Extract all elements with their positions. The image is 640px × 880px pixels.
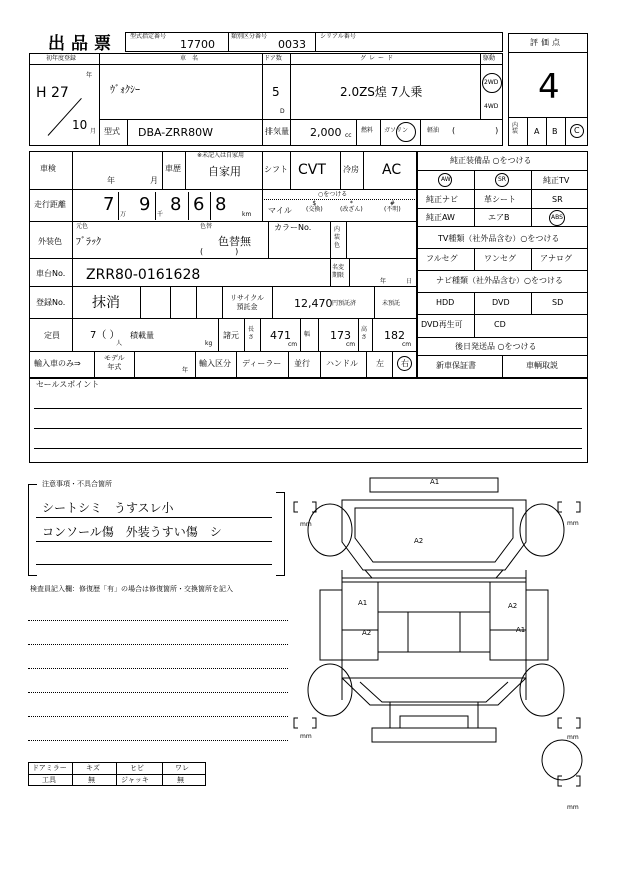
tools-h-mirror: ドアミラー: [32, 764, 67, 772]
fuel-circle: [396, 122, 416, 142]
wid-label: 幅: [304, 331, 311, 338]
color-label: 外装色: [38, 237, 62, 246]
equip-airbag: エアB: [488, 213, 510, 222]
int-color-label: 内装色: [334, 226, 341, 249]
cool: AC: [382, 162, 402, 178]
shaken-month: 月: [150, 176, 158, 185]
mm-label-rr: mm: [567, 734, 579, 741]
mileage-digit-1: 7: [103, 194, 115, 215]
parallel: 並行: [294, 359, 310, 368]
wid-cm: cm: [346, 341, 356, 348]
first-reg-label: 初年度登録: [46, 55, 77, 62]
handle-label: ハンドル: [326, 359, 358, 368]
diesel-paren: ( ): [452, 126, 499, 135]
tools-v-jack: ジャッキ: [121, 776, 149, 784]
tv-fullseg: フルセグ: [426, 254, 458, 263]
hgt: 182: [384, 329, 405, 342]
tools-h-crack: ヒビ: [130, 764, 144, 772]
tools-v-none1: 無: [88, 776, 95, 784]
windshield: [365, 570, 503, 578]
cap-unit: 人: [116, 340, 123, 347]
later-title: 後日発送品 ○をつける: [455, 342, 537, 351]
chassis: ZRR80-0161628: [86, 267, 201, 283]
circle-note: ○をつける: [318, 191, 348, 198]
note-line-2: コンソール傷 外装うすい傷 シ: [42, 525, 222, 539]
color-no-label: カラーNo.: [274, 223, 312, 232]
drive-2wd: 2WD: [484, 79, 499, 86]
unknown-label: # (不明): [384, 200, 401, 213]
alter-label: * (改ざん): [340, 200, 363, 213]
recycle-label: リサイクル 預託金: [230, 294, 265, 311]
serial-label: シリアル番号: [320, 33, 356, 40]
mileage-digit-5: 8: [215, 194, 227, 215]
tv-analog: アナログ: [540, 254, 572, 263]
tools-h-break: ワレ: [175, 764, 189, 772]
shift-label: シフト: [264, 165, 288, 174]
equip-navi: 純正ナビ: [426, 195, 458, 204]
load-label: 積載量: [130, 331, 154, 340]
later-warranty: 新車保証書: [436, 361, 476, 370]
dims-label: 諸元: [223, 331, 239, 340]
roof: [408, 612, 460, 652]
notes-bracket-left: [28, 484, 37, 576]
equip-sunroof: SR: [552, 195, 563, 204]
tools-v-none2: 無: [177, 776, 184, 784]
equip-tv: 純正TV: [543, 176, 570, 185]
hgt-label: 高さ: [361, 326, 368, 341]
score-value: 4: [538, 67, 560, 107]
import-label: 輸入車のみ⇒: [34, 359, 81, 368]
shaken-year: 年: [107, 176, 115, 185]
front-right-wheel: [520, 504, 564, 556]
interior-label: 内装: [512, 122, 519, 135]
model: DBA-ZRR80W: [138, 126, 213, 139]
left-step: [320, 590, 342, 660]
mileage-man: 万: [120, 211, 127, 218]
equip-aw: AW: [441, 176, 451, 183]
note-line-1: シートシミ うすスレ小: [42, 501, 174, 515]
class-no-label: 類別区分番号: [231, 33, 268, 40]
hgt-cm: cm: [402, 341, 412, 348]
spare-tire: [542, 740, 582, 780]
history: 自家用: [208, 165, 241, 178]
class-no: 0033: [278, 38, 306, 51]
doors-label: ドア数: [264, 55, 282, 62]
damage-mark-left-rear: A2: [362, 629, 372, 637]
paint: 色替無: [218, 235, 251, 248]
mm-label-spare: mm: [567, 804, 579, 811]
mileage-km: km: [242, 211, 252, 218]
type-no-label: 型式指定番号: [130, 33, 167, 40]
navi-sd: SD: [552, 298, 564, 307]
shaken-label: 車検: [40, 164, 56, 173]
recycle: 12,470: [294, 297, 333, 310]
model-label: 型式: [104, 127, 120, 136]
mileage-digit-4: 6: [193, 194, 205, 215]
tailgate: [390, 702, 478, 728]
recycle-no: 未預託: [382, 300, 401, 307]
page-title: 出品票: [48, 34, 117, 54]
load-unit: kg: [205, 340, 213, 347]
score-label: 評価点: [530, 38, 563, 47]
navi-dvd: DVD: [492, 298, 510, 307]
cd: CD: [494, 320, 506, 329]
dealer: ディーラー: [242, 359, 282, 368]
type-no: 17700: [180, 38, 215, 51]
damage-mark-right-door: A2: [508, 602, 518, 610]
equip-title: 純正装備品 ○をつける: [450, 156, 532, 165]
name-change-label: 名変期限: [332, 264, 345, 279]
reg: 抹消: [92, 295, 120, 311]
equip-abs: ABS: [551, 214, 563, 221]
car-diagram: [290, 470, 590, 815]
mileage-digit-2: 9: [139, 194, 151, 215]
door-suffix: D: [280, 108, 285, 115]
navi-hdd: HDD: [436, 298, 455, 307]
year-unit: 年: [86, 72, 93, 79]
mm-label-fl: mm: [300, 521, 312, 528]
len-cm: cm: [288, 341, 298, 348]
sales-point-box: [29, 378, 588, 463]
paint-label: 色替: [200, 223, 213, 230]
later-manual: 車輌取説: [526, 361, 558, 370]
tools-v-tools: 工具: [42, 776, 56, 784]
grade-label: グレード: [360, 55, 397, 62]
paint-sub: ( ): [200, 247, 239, 256]
drive-4wd: 4WD: [484, 103, 499, 110]
mile-label: マイル: [268, 206, 292, 215]
rear-bumper: [372, 728, 496, 742]
cc: 2,000: [310, 126, 342, 139]
interior-c: C: [574, 126, 580, 135]
dvd-label: DVD再生可: [421, 320, 463, 329]
notes-bracket-right: [276, 492, 285, 576]
cool-label: 冷房: [343, 165, 359, 174]
reg-label: 登録No.: [36, 298, 66, 307]
cap: 7（ ）: [90, 330, 120, 341]
orig-color: ﾌﾞﾗｯｸ: [76, 237, 101, 248]
tv-oneseg: ワンセグ: [484, 254, 516, 263]
history-label: 車歴: [165, 164, 181, 173]
orig-color-label: 元色: [76, 223, 89, 230]
handle-right: 右: [401, 359, 409, 368]
equip-sr-top: SR: [498, 176, 506, 183]
month-unit: 月: [90, 128, 97, 135]
fuel-gasoline: ガソリン: [384, 127, 409, 134]
history-note: ※未記入は自家用: [197, 152, 245, 159]
doors: 5: [272, 85, 280, 99]
notes-title: 注意事項・不具合箇所: [42, 480, 112, 488]
sales-label: セールスポイント: [36, 380, 100, 389]
mileage-sen: 千: [157, 211, 164, 218]
grade: 2.0ZS煌 7人乗: [340, 85, 423, 99]
model-year-label: モデル 年式: [104, 354, 125, 371]
shift: CVT: [298, 162, 326, 178]
import-type-label: 輸入区分: [199, 359, 231, 368]
right-step: [526, 590, 548, 660]
rear-left-wheel: [308, 664, 352, 716]
mm-label-rl: mm: [300, 733, 312, 740]
inspector-note: 検査員記入欄：修復歴「有」の場合は修復箇所・交換箇所を記入: [30, 585, 233, 593]
len: 471: [270, 329, 291, 342]
swap-label: $ (交換): [306, 200, 323, 213]
hood: [342, 500, 526, 570]
cc-label: 排気量: [265, 127, 289, 136]
recycle-unit: 円預託済: [332, 300, 357, 307]
tv-title: TV種類（社外品含む）○をつける: [438, 234, 560, 243]
handle-left: 左: [376, 359, 384, 368]
mm-label-fr: mm: [567, 520, 579, 527]
rear-right-wheel: [520, 664, 564, 716]
cap-label: 定員: [44, 331, 60, 340]
equip-genuine-aw: 純正AW: [426, 213, 455, 222]
fuel-diesel: 軽油: [427, 127, 440, 134]
mileage-label: 走行距離: [34, 200, 66, 209]
damage-mark-front-bumper: A1: [430, 478, 440, 486]
fuel-label: 燃料: [361, 127, 374, 134]
model-year-unit: 年: [182, 367, 189, 374]
nc-day: 日: [406, 278, 413, 285]
car-name: ｳﾞｫｸｼｰ: [110, 85, 140, 96]
damage-mark-left-door: A1: [358, 599, 368, 607]
car-name-label: 車 名: [180, 55, 199, 62]
damage-mark-hood: A2: [414, 537, 424, 545]
equip-leather: 革シート: [484, 195, 516, 204]
wid: 173: [330, 329, 351, 342]
navi-title: ナビ種類（社外品含む）○をつける: [436, 276, 563, 285]
first-reg-year: H 27: [36, 85, 69, 101]
nc-year: 年: [380, 278, 387, 285]
len-label: 長さ: [248, 326, 255, 341]
first-reg-month: 10: [72, 118, 88, 132]
cc-unit: cc: [345, 132, 352, 139]
interior-a: A: [534, 127, 540, 136]
chassis-label: 車台No.: [36, 269, 66, 278]
mileage-digit-3: 8: [170, 194, 182, 215]
tools-h-scratch: キズ: [86, 764, 100, 772]
interior-b: B: [552, 127, 558, 136]
drive-label: 駆動: [483, 55, 496, 62]
damage-mark-right-rear: A1: [516, 626, 526, 634]
